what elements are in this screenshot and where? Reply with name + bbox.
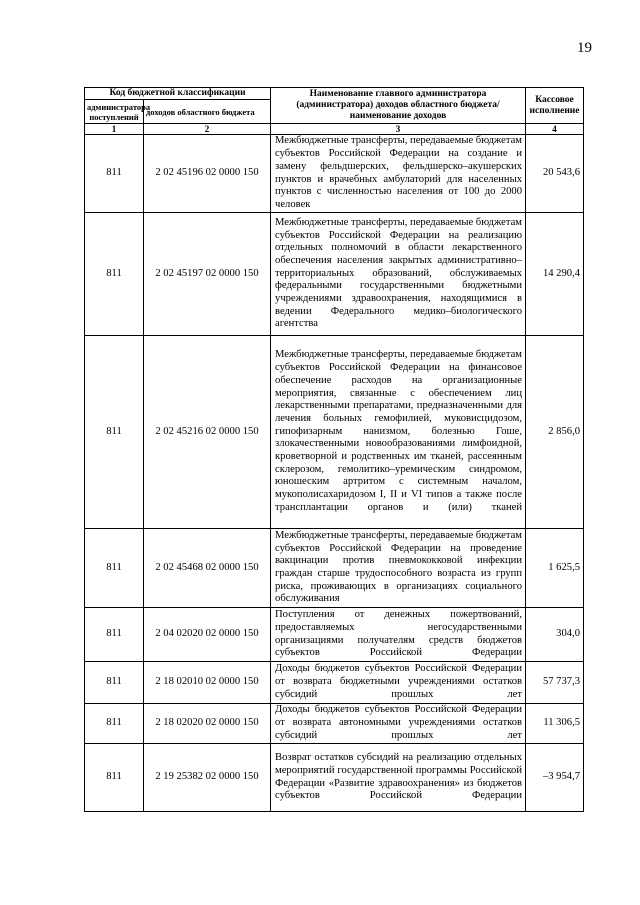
column-index: 1 [85, 124, 144, 135]
income-name-cell: Межбюджетные трансферты, передаваемые бюджетам субъектов Российской Федерации на создание и замену фельдшерских, фельдшерско–акушерских пунктов и врачебных амбулаторий для населенных пунктов с численностью населения от 100 до 2000 человек [271, 135, 526, 213]
header-name: Наименование главного администратора (администратора) доходов областного бюджета/ наименование доходов [271, 88, 526, 124]
page-number: 19 [577, 40, 592, 56]
income-code-cell: 2 04 02020 02 0000 150 [144, 608, 271, 662]
income-code-cell: 2 18 02010 02 0000 150 [144, 662, 271, 704]
amount-cell: 1 625,5 [526, 529, 584, 608]
admin-code-cell: 811 [85, 608, 144, 662]
income-code-cell: 2 19 25382 02 0000 150 [144, 744, 271, 812]
table-row [85, 529, 584, 608]
column-index: 4 [526, 124, 584, 135]
table-row [85, 608, 584, 662]
table-row [85, 135, 584, 213]
column-index: 2 [144, 124, 271, 135]
admin-code-cell: 811 [85, 135, 144, 213]
header-admin: администратора поступлений [85, 100, 144, 124]
income-code-cell: 2 02 45468 02 0000 150 [144, 529, 271, 608]
admin-code-cell: 811 [85, 704, 144, 744]
admin-code-cell: 811 [85, 662, 144, 704]
header-income: доходов областного бюджета [144, 100, 271, 124]
income-code-cell: 2 02 45197 02 0000 150 [144, 213, 271, 336]
income-code-cell: 2 18 02020 02 0000 150 [144, 704, 271, 744]
table-row [85, 336, 584, 529]
income-code-cell: 2 02 45196 02 0000 150 [144, 135, 271, 213]
admin-code-cell: 811 [85, 336, 144, 529]
admin-code-cell: 811 [85, 744, 144, 812]
admin-code-cell: 811 [85, 213, 144, 336]
income-name-cell: Межбюджетные трансферты, передаваемые бюджетам субъектов Российской Федерации на финансовое обеспечение расходов на организационные мероприятия, связанные с обеспечением лиц лекарственными препаратами, предназначенными для лечения больных гемофилией, муковисцидозом, гипофизарным нанизмом, болезнью Гоше, злокачественными новообразованиями лимфоидной, кроветворной и родственных им тканей, рассеянным склерозом, гемолитико–уремическим синдромом, юношеским артритом с системным началом, мукополисахаридозом I, II и VI типов а также после трансплантации органов и (или) тканей [271, 336, 526, 529]
income-name-cell: Возврат остатков субсидий на реализацию отдельных мероприятий государственной программы Российской Федерации «Развитие здравоохранения» из бюджетов субъектов Российской Федерации [271, 744, 526, 812]
table-row [85, 744, 584, 812]
header-code-group: Код бюджетной классификации [85, 88, 271, 100]
income-code-cell: 2 02 45216 02 0000 150 [144, 336, 271, 529]
amount-cell: 2 856,0 [526, 336, 584, 529]
table-row [85, 213, 584, 336]
amount-cell: 20 543,6 [526, 135, 584, 213]
income-name-cell: Доходы бюджетов субъектов Российской Федерации от возврата автономными учреждениями остатков субсидий прошлых лет [271, 704, 526, 744]
income-name-cell: Межбюджетные трансферты, передаваемые бюджетам субъектов Российской Федерации на проведение вакцинации против пневмококковой инфекции граждан старше трудоспособного возраста из групп риска, проживающих в организациях социального обслуживания [271, 529, 526, 608]
admin-code-cell: 811 [85, 529, 144, 608]
amount-cell: 57 737,3 [526, 662, 584, 704]
table-row [85, 662, 584, 704]
amount-cell: 304,0 [526, 608, 584, 662]
budget-table [84, 87, 584, 812]
column-index: 3 [271, 124, 526, 135]
header-execution: Кассовое исполнение [526, 88, 584, 124]
income-name-cell: Доходы бюджетов субъектов Российской Федерации от возврата бюджетными учреждениями остатков субсидий прошлых лет [271, 662, 526, 704]
income-name-cell: Межбюджетные трансферты, передаваемые бюджетам субъектов Российской Федерации на реализацию отдельных полномочий в области лекарственного обеспечения населения закрытых административно–территориальных образований, обслуживаемых федеральными государственными бюджетными учреждениями здравоохранения, находящимися в ведении Федерального медико–биологического агентства [271, 213, 526, 336]
amount-cell: 11 306,5 [526, 704, 584, 744]
income-name-cell: Поступления от денежных пожертвований, предоставляемых негосударственными организациями получателям средств бюджетов субъектов Российской Федерации [271, 608, 526, 662]
amount-cell: 14 290,4 [526, 213, 584, 336]
amount-cell: –3 954,7 [526, 744, 584, 812]
table-row [85, 704, 584, 744]
